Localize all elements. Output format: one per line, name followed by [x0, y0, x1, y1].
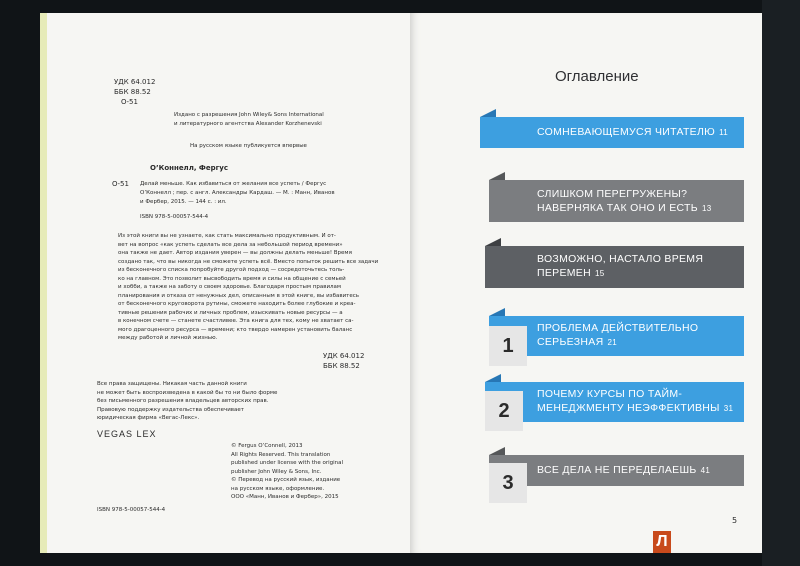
abstract-line: создано так, что вы никогда не сможете успеть всё. Вместо попыток решить все задачи	[118, 258, 379, 265]
catalog-code: О-51	[121, 98, 138, 106]
toc-entry-title: ПРОБЛЕМА ДЕЙСТВИТЕЛЬНО	[537, 322, 699, 334]
toc-entry-label	[537, 187, 711, 216]
toc-entry-1[interactable]	[480, 117, 744, 148]
copyright-line: publisher John Wiley & Sons, Inc.	[231, 468, 322, 475]
scan-background	[762, 0, 800, 566]
toc-entry-title-2: МЕНЕДЖМЕНТУ НЕЭФФЕКТИВНЫ	[537, 402, 720, 414]
toc-entry-6[interactable]	[489, 455, 744, 486]
toc-entry-label	[537, 463, 710, 478]
biblio-code: О-51	[112, 180, 129, 188]
rights-line: юридическая фирма «Вегас-Лекс».	[97, 415, 200, 421]
toc-entry-page: 21	[607, 338, 617, 347]
toc-entry-title: СЛИШКОМ ПЕРЕГРУЖЕНЫ?	[537, 188, 688, 200]
rights-line: Все права защищены. Никакая часть данной книги	[97, 381, 247, 387]
udk-code: УДК 64.012	[114, 78, 156, 86]
copyright-line: © Перевод на русский язык, издание	[231, 477, 341, 483]
toc-entry-title: ВСЕ ДЕЛА НЕ ПЕРЕДЕЛАЕШЬ	[537, 464, 697, 476]
copyright-line: published under license with the original	[231, 460, 344, 466]
biblio-line-1: Делай меньше. Как избавиться от желания все успеть / Фергус	[140, 181, 327, 187]
page-number: 5	[732, 516, 738, 525]
chapter-number-3: 3	[489, 463, 527, 503]
rights-line: не может быть воспроизведена в какой бы то ни было форме	[97, 389, 278, 396]
abstract-line: мого драгоценного ресурса — времени; кто твердо намерен установить баланс	[118, 326, 353, 333]
abstract-line: тивные решения рабочих и личных проблем, изыскивать новые ресурсы — а	[118, 309, 343, 316]
rights-block	[97, 380, 277, 423]
chapter-number-1: 1	[489, 326, 527, 366]
copyright-line: ООО «Манн, Иванов и Фербер», 2015	[231, 494, 339, 500]
toc-entry-3[interactable]	[485, 246, 744, 288]
copyright-line: © Fergus O’Connell, 2013	[231, 443, 303, 449]
abstract-line: планирования и отказа от ненужных дел, описанным в этой книге, вы избавитесь	[118, 292, 360, 299]
isbn-top: ISBN 978-5-00057-544-4	[140, 214, 209, 220]
toc-entry-page: 13	[701, 204, 712, 213]
toc-entry-label	[537, 387, 733, 416]
abstract-line: из бесконечного списка попробуйте другой подход — сосредоточьтесь толь-	[118, 267, 345, 273]
bbk-bottom: ББК 88.52	[323, 362, 360, 370]
chapter-number-2: 2	[485, 391, 523, 431]
toc-entry-label	[537, 252, 703, 281]
toc-entry-page: 15	[595, 269, 605, 278]
first-publication-note: На русском языке публикуется впервые	[190, 143, 307, 149]
biblio-line-3: и Фербер, 2015. — 144 с. : ил.	[140, 199, 227, 205]
abstract	[118, 232, 380, 343]
abstract-line: она также не дает. Автор издания уверен — вы должны делать меньше! Время	[118, 250, 352, 256]
toc-entry-5[interactable]	[485, 382, 744, 422]
toc-entry-label	[537, 125, 728, 140]
abstract-line: ко на главном. Это позволит высвободить время и силы на общение с семьей	[118, 275, 346, 282]
abstract-line: от бесконечного круговорота рутины, сможете находить более глубокие и креа-	[118, 301, 356, 307]
abstract-line: вет на вопрос «как успеть сделать все дела за небольшой период времени»	[118, 241, 343, 248]
toc-entry-title: СОМНЕВАЮЩЕМУСЯ ЧИТАТЕЛЮ	[537, 126, 716, 138]
biblio-line-2: О’Коннелл ; пер. с англ. Александры Кардаш. — М. : Манн, Иванов	[140, 190, 335, 196]
rights-line: Правовую поддержку издательства обеспечивает	[97, 406, 244, 413]
toc-entry-2[interactable]	[489, 180, 744, 222]
copyright-line: на русском языке, оформление.	[231, 485, 325, 492]
toc-entry-title: ВОЗМОЖНО, НАСТАЛО ВРЕМЯ	[537, 253, 704, 265]
labirint-badge: Л	[653, 531, 671, 553]
permission-line-2: и литературного агентства Alexander Korzhenevski	[174, 121, 322, 127]
vegas-lex-logo: VEGAS LEX	[97, 429, 157, 439]
udk-bottom: УДК 64.012	[323, 352, 365, 360]
permission-line-1: Издано с разрешения John Wiley& Sons International	[174, 112, 324, 118]
isbn-bottom: ISBN 978-5-00057-544-4	[97, 507, 166, 513]
abstract-line: в конечном счете — станете счастливее. Эта книга для тех, кому не хватает са-	[118, 318, 354, 324]
toc-entry-title-2: СЕРЬЕЗНАЯ	[537, 336, 604, 348]
copyright-block	[231, 442, 343, 502]
abstract-line: Из этой книги вы не узнаете, как стать максимально продуктивным. И от-	[118, 233, 336, 239]
rights-line: без письменного разрешения владельцев авторских прав.	[97, 398, 269, 404]
toc-entry-page: 11	[719, 128, 728, 137]
toc-entry-page: 41	[700, 466, 711, 475]
abstract-line: и хобби, а также на заботу о своем здоровье. Благодаря простым правилам	[118, 284, 342, 290]
author-name: О’Коннелл, Фергус	[150, 164, 228, 172]
toc-entry-page: 31	[723, 404, 734, 413]
toc-entry-title-2: НАВЕРНЯКА ТАК ОНО И ЕСТЬ	[537, 202, 698, 214]
copyright-line: All Rights Reserved. This translation	[231, 451, 331, 458]
toc-entry-title-2: ПЕРЕМЕН	[537, 267, 591, 279]
toc-entry-4[interactable]	[489, 316, 744, 356]
toc-title: Оглавление	[555, 68, 639, 85]
toc-entry-label	[537, 321, 698, 350]
abstract-line: между работой и личной жизнью.	[118, 335, 218, 341]
bbk-code: ББК 88.52	[114, 88, 151, 96]
toc-entry-title: ПОЧЕМУ КУРСЫ ПО ТАЙМ-	[537, 388, 683, 400]
